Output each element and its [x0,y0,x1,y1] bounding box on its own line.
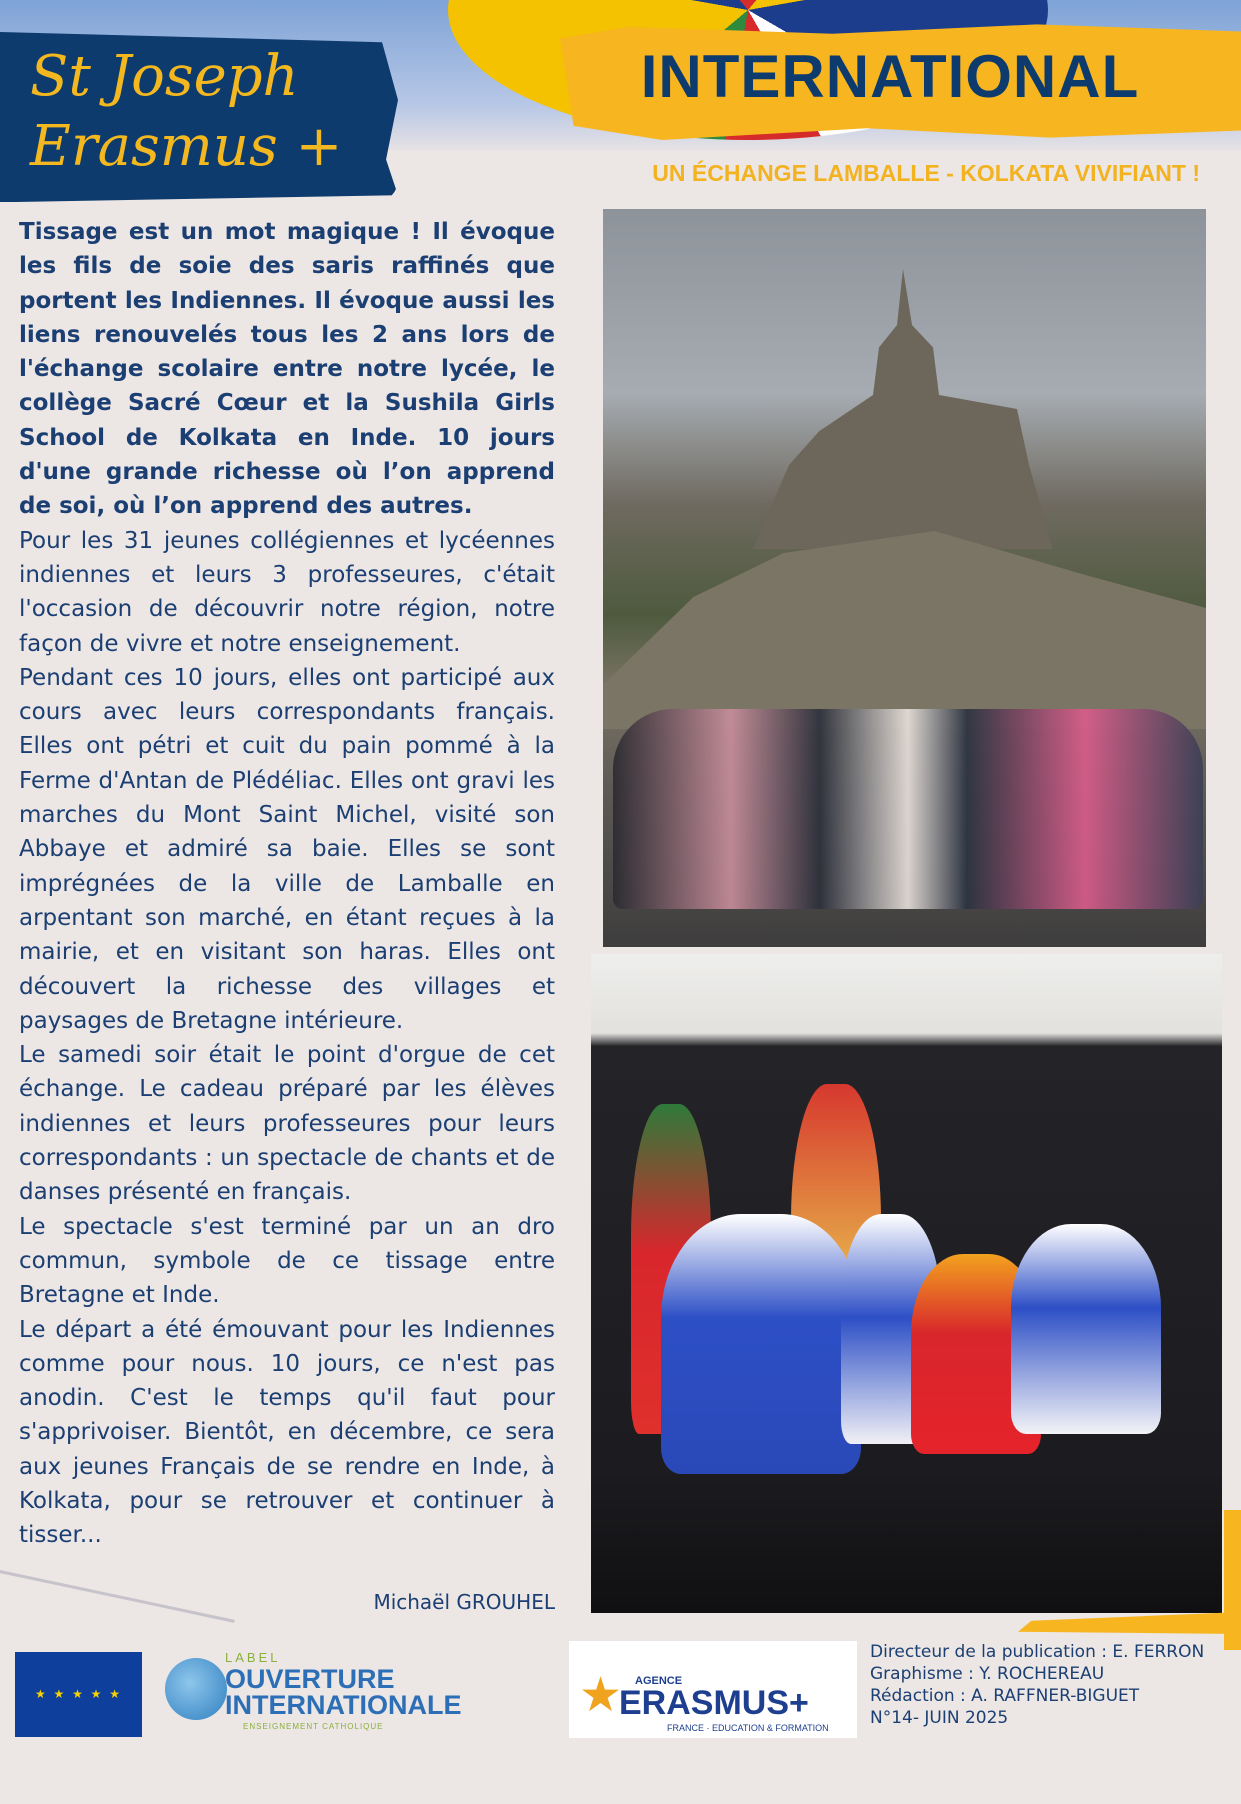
article-paragraph: Pour les 31 jeunes collégiennes et lycéennes indiennes et leurs 3 professeures, c'était l'occasion de découvrir notre région, notre façon de vivre et notre enseignement. [19,527,555,657]
article-author: Michaël GROUHEL [373,1590,555,1614]
page-title: INTERNATIONAL [640,43,1140,110]
publication-credits [870,1641,1220,1729]
credit-line: N°14- JUIN 2025 [870,1708,1009,1728]
brand-title [30,42,370,182]
dancer-shape [661,1214,861,1474]
yellow-brush-stroke [1224,1510,1241,1650]
yellow-brush-stroke [1018,1612,1241,1634]
article-paragraph: Pendant ces 10 jours, elles ont participé aux cours avec leurs correspondants français. Elles ont pétri et cuit du pain pommé à la Ferme d'Antan de Plédéliac. Elles ont gravi les marches du Mont Saint Michel, visité son Abbaye et admiré sa baie. Elles se sont imprégnées de la ville de Lamballe en arpentant son marché, en étant reçues à la mairie, et en visitant son haras. Elles ont découvert la richesse des villages et paysages de Bretagne intérieure. [19,664,555,1034]
mont-saint-michel-group-photo [603,209,1206,947]
label-line-1: OUVERTURE [225,1664,395,1694]
credit-line: Rédaction : A. RAFFNER-BIGUET [870,1686,1140,1706]
brand-line-1: St Joseph [30,44,299,109]
dancer-shape [1011,1224,1161,1434]
article-paragraph: Le spectacle s'est terminé par un an dro commun, symbole de ce tissage entre Bretagne et Inde. [19,1213,555,1309]
agence-erasmus-logo [569,1641,857,1738]
article-paragraph: Le départ a été émouvant pour les Indiennes comme pour nous. 10 jours, ce n'est pas anodin. C'est le temps qu'il faut pour s'apprivoiser. Bientôt, en décembre, ce sera aux jeunes Français de se rendre en Inde, à Kolkata, pour se retrouver et continuer à tisser... [19,1316,555,1549]
credit-line: Graphisme : Y. ROCHEREAU [870,1664,1105,1684]
abbey-shape [753,269,1053,549]
erasmus-wordmark: ERASMUS+ [619,1684,809,1722]
label-line-2: INTERNATIONALE [225,1690,462,1720]
label-ouverture-internationale-logo [165,1650,462,1735]
label-subtext: ENSEIGNEMENT CATHOLIQUE [243,1722,384,1731]
eu-stars-icon: ★ ★ ★ ★ ★ [34,1687,123,1701]
brand-line-2: Erasmus + [30,114,343,179]
article-headline: UN ÉCHANGE LAMBALLE - KOLKATA VIVIFIANT ! [652,160,1200,186]
article-paragraph: Le samedi soir était le point d'orgue de cet échange. Le cadeau préparé par les élèves indiennes et leurs professeures pour leurs correspondants : un spectacle de chants et de danses présenté en français. [19,1042,555,1206]
erasmus-subtext: FRANCE · EDUCATION & FORMATION [667,1723,829,1733]
article-lead: Tissage est un mot magique ! Il évoque les fils de soie des saris raffinés que portent les Indiennes. Il évoque aussi les liens renouvelés tous les 2 ans lors de l'échange scolaire entre notre lycée, le collège Sacré Cœur et la Sushila Girls School de Kolkata en Inde. 10 jours d'une grande richesse où l’on apprend de soi, où l’on apprend des autres. [19,219,555,520]
label-small-text: LABEL [225,1650,281,1665]
star-icon: ★ [579,1667,623,1723]
rock-shape [603,509,1206,729]
dance-performance-photo [591,954,1222,1613]
group-shape [613,709,1203,909]
credit-line: Directeur de la publication : E. FERRON [870,1642,1205,1662]
article-body [19,215,555,1553]
globe-icon [165,1658,227,1720]
erasmus-agence-text: AGENCE [635,1675,683,1687]
